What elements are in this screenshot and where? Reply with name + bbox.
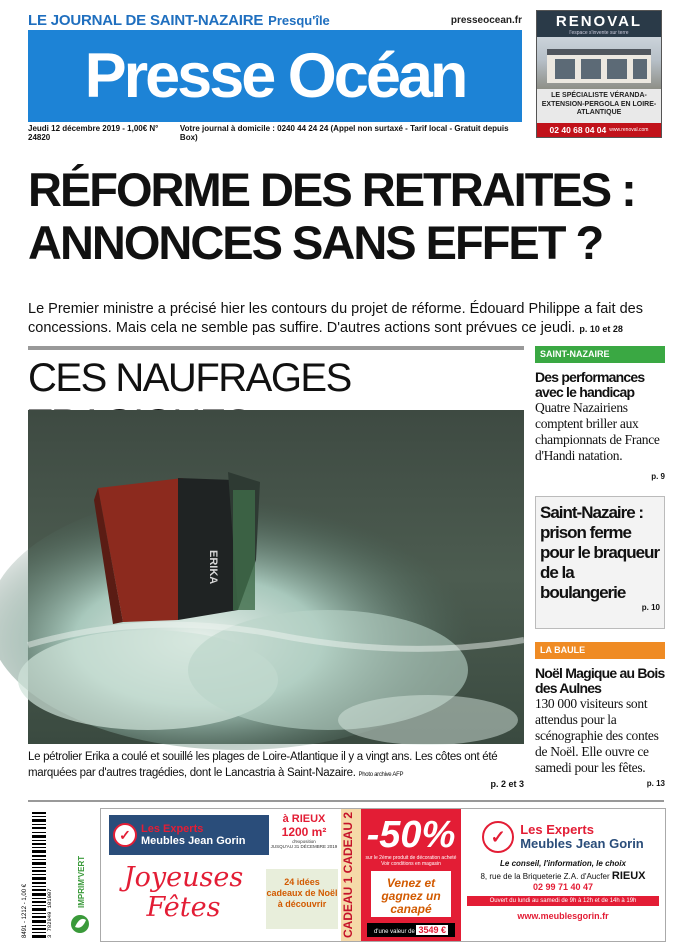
ad-left-panel [101, 809, 341, 941]
renoval-logo: RENOVAL [555, 13, 643, 30]
bottom-rule [28, 800, 664, 802]
barcode-digits: 3 782849 101007 [46, 888, 53, 938]
ad-address-town: RIEUX [611, 870, 646, 882]
barcode-price-text: 8491 - 1212 - 1,00 € [22, 883, 28, 938]
headline-line-1: RÉFORME DES RETRAITES : [28, 163, 635, 216]
ad-hours: Ouvert du lundi au samedi de 9h à 12h et de 14h à 19h [467, 896, 659, 906]
renoval-ad[interactable] [536, 10, 662, 138]
ad-brand-2 [461, 821, 665, 853]
renoval-photo [537, 37, 661, 89]
masthead-kicker [28, 10, 522, 30]
renoval-text: LE SPÉCIALISTE VÉRANDA-EXTENSION-PERGOLA EN LOIRE-ATLANTIQUE [541, 92, 657, 116]
brief-prison-ref: p. 10 [641, 603, 660, 612]
brief-noel-ref: p. 13 [646, 779, 665, 788]
kicker-title: LE JOURNAL DE SAINT-NAZAIRE [28, 11, 264, 29]
brief-handicap-head: Des performances avec le handicap [535, 369, 645, 400]
brand-line-2: Meubles Jean Gorin [141, 835, 246, 847]
delivery-note: Votre journal à domicile : 0240 44 24 24 (Appel non surtaxé - Tarif local - Gratuit depuis Box) [179, 124, 509, 142]
conditions-note: Voir conditions en magasin [381, 861, 441, 867]
erika-shipwreck-photo [28, 410, 524, 744]
ad-rieux-box [269, 813, 339, 849]
ad-address [461, 870, 665, 882]
discount-value: -50% [366, 814, 456, 856]
photo-caption [28, 749, 524, 783]
standfirst-text: Le Premier ministre a précisé hier les contours du projet de réforme. Édouard Philippe a fait des concessions. Mais cela ne semble pas suffire. D'autres actions sont prévues ce jeudi. [28, 301, 643, 336]
masthead-logo [28, 30, 522, 122]
photo-credit: Photo archive AFP [358, 772, 404, 778]
dateline [28, 124, 522, 142]
section-rule [28, 346, 524, 350]
main-headline[interactable] [28, 163, 668, 269]
renoval-header [537, 11, 661, 37]
meubles-gorin-ad[interactable] [100, 808, 666, 942]
issue-date: Jeudi 12 décembre 2019 - 1,00€ N° 24820 [28, 124, 159, 142]
rieux-label: à RIEUX [282, 813, 326, 825]
lead-title[interactable]: CES NAUFRAGES [28, 356, 351, 400]
site-url[interactable]: presseocean.fr [450, 14, 522, 26]
barcode [20, 808, 52, 942]
headline-line-2: ANNONCES SANS EFFET ? [28, 216, 603, 269]
joyeuses-fetes-text: Joyeuses Fêtes [123, 862, 244, 923]
renoval-tagline: l'espace s'invente sur terre [569, 30, 629, 36]
valeur-amount: 3549 € [418, 925, 447, 935]
ad-discount-panel [361, 809, 461, 941]
brief-noel-head: Noël Magique au Bois des Aulnes [535, 665, 665, 696]
brief-prison-head: Saint-Nazaire : prison ferme pour le braqueur de la boulangerie [540, 503, 660, 602]
gagnez-canape-text: Venez et gagnez un canapé [371, 871, 451, 917]
ad-brand-box [109, 815, 269, 855]
discount-note: sur le 2ème produit de décoration acheté [365, 855, 457, 861]
brief-handicap[interactable] [535, 370, 665, 481]
section-la-baule[interactable]: LA BAULE [535, 642, 665, 659]
brief-noel-body: 130 000 visiteurs sont attendus pour la scénographie des contes de Noël. Elle ouvre ce samedi pour les fêtes. [535, 696, 659, 775]
imprim-vert-logo [62, 808, 98, 942]
house-check-icon: ✓ [113, 823, 137, 847]
imprim-vert-text: IMPRIM'VERT [77, 855, 86, 908]
ad-address-street: 8, rue de la Briqueterie Z.A. d'Aucfer [480, 872, 610, 881]
brief-handicap-ref: p. 9 [651, 472, 665, 481]
logo-text: Presse Océan [84, 40, 466, 111]
renoval-web: www.renoval.com [609, 127, 649, 133]
ad-website-link[interactable]: www.meublesgorin.fr [517, 911, 609, 921]
standfirst-ref: p. 10 et 28 [579, 324, 623, 334]
brand-line-1: Les Experts [141, 823, 204, 835]
standfirst [28, 300, 668, 339]
valeur-box [367, 923, 455, 937]
date-range-label: JUSQU'AU 31 DÉCEMBRE 2019 [270, 844, 338, 849]
kicker-edition: Presqu'île [268, 12, 330, 28]
brand2-line-1: Les Experts [520, 822, 594, 837]
house-check-icon: ✓ [482, 821, 514, 853]
expo-label: d'exposition [292, 839, 316, 844]
surface-label: 1200 m² [281, 825, 327, 839]
valeur-label: d'une valeur de [373, 929, 415, 935]
ship-name-on-hull: ERIKA [207, 550, 219, 585]
cadeau-strip: CADEAU 1 CADEAU 2 [341, 809, 361, 941]
ad-right-panel [461, 809, 665, 941]
brief-handicap-body: Quatre Nazairiens comptent briller aux championnats de France d'Handi natation. [535, 400, 660, 463]
idees-cadeaux-text: 24 idées cadeaux de Noël à découvrir [266, 869, 338, 929]
ad-phone[interactable]: 02 99 71 40 47 [532, 882, 594, 892]
renoval-phone: 02 40 68 04 04 [549, 125, 607, 135]
brief-noel[interactable] [535, 666, 665, 788]
brief-prison-box[interactable] [535, 496, 665, 629]
lead-ref: p. 2 et 3 [490, 779, 524, 789]
renoval-phone-bar [537, 123, 661, 137]
ad-slogan: Le conseil, l'information, le choix [500, 859, 626, 868]
caption-text: Le pétrolier Erika a coulé et souillé les plages de Loire-Atlantique il y a vingt ans. Les côtes ont été marquées par d'autres tragédies, dont le Lancastria à Saint-Nazaire. [28, 751, 498, 779]
section-saint-nazaire[interactable]: SAINT-NAZAIRE [535, 346, 665, 363]
brand2-line-2: Meubles Jean Gorin [520, 836, 644, 851]
